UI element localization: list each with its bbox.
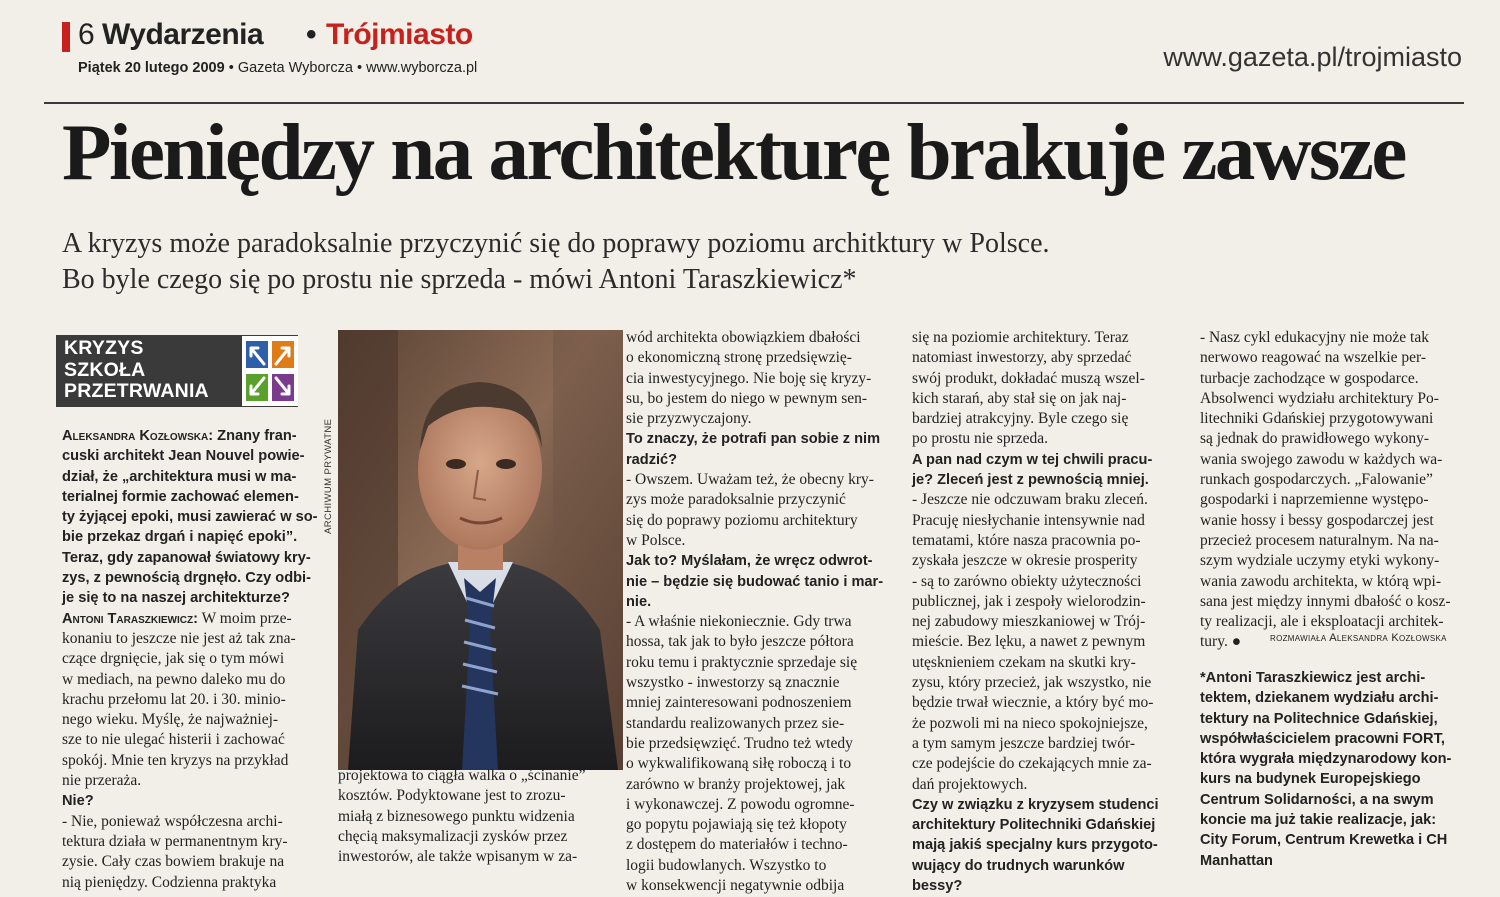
section-separator: • [306, 18, 317, 51]
answer-line: tematami, które nasza pracownia po- [912, 531, 1141, 549]
answer-line: runkach gospodarczych. „Falowanie” [1200, 471, 1433, 489]
speaker-name: Antoni Taraszkiewicz: [62, 610, 198, 627]
answer-line: - Nie, ponieważ współczesna archi- [62, 812, 283, 830]
answer-line: - Nasz cykl edukacyjny nie może tak [1200, 329, 1429, 346]
question-line: Aleksandra Kozłowska: Znany fran- [62, 428, 297, 444]
answer-line: się do poprawy poziomu architektury [626, 511, 858, 529]
badge-line: KRYZYS [64, 337, 144, 359]
bio-line: tektury na Politechnice Gdańskiej, [1200, 710, 1438, 727]
issue-date: Piątek 20 lutego 2009 [78, 60, 225, 76]
answer-line: zysu, który przecież, jak wszystko, nie [912, 674, 1152, 692]
question-line: mają jakiś specjalny kurs przygoto- [912, 837, 1158, 854]
answer-line: się na poziomie architektury. Teraz [912, 329, 1129, 346]
answer-line: konaniu to jeszcze nie jest aż tak zna- [62, 629, 296, 647]
answer-line: inwestorów, ale także wpisanym w za- [338, 848, 578, 866]
photo-credit: ARCHIWUM PRYWATNE [323, 418, 334, 534]
bio-line: City Forum, Centrum Krewetka i CH [1200, 832, 1448, 849]
question-line: Jak to? Myślałam, że wręcz odwrot- [626, 553, 873, 570]
answer-line: nie przeraża. [62, 772, 142, 790]
question-line: ty żyjącej epoki, musi zawierać w so- [62, 509, 318, 526]
question-line: To znaczy, że potrafi pan sobie z nim [626, 431, 881, 448]
lead-line: A kryzys może paradoksalnie przyczynić się do poprawy poziomu architktury w Polsce. [62, 228, 1050, 259]
author-bio [1200, 668, 1451, 871]
portrait-photo [338, 330, 623, 770]
header-rule [44, 102, 1464, 104]
answer-line: zarówno w branży projektowej, jak [626, 775, 846, 793]
question-line: dział, że „architektura musi w ma- [62, 468, 297, 485]
answer-line: projektowa to ciągła walka o „ścinanie” [338, 767, 586, 784]
question-line: wujący do trudnych warunków [912, 857, 1125, 874]
answer-line: logii budowlanych. Wszystko to [626, 856, 827, 874]
answer-line: nego wieku. Myślę, że najważniej- [62, 711, 279, 729]
article-column-3 [626, 328, 894, 896]
section-color-bar [62, 22, 70, 52]
question-line: architektury Politechniki Gdańskiej [912, 817, 1156, 834]
answer-line: sana jest między innymi dbałość o kosz- [1200, 592, 1451, 610]
page-number: 6 [78, 18, 95, 51]
answer-line: nej zabudowy mieszkaniowej w Trój- [912, 613, 1146, 631]
city-section: Trójmiasto [326, 18, 473, 51]
answer-line: roku temu i praktycznie sprzedaje się [626, 653, 858, 671]
answer-line: wania swojego zawodu w każdych wa- [1200, 450, 1443, 468]
answer-line: o ekonomiczną stronę przedsięwzię- [626, 349, 852, 367]
answer-line: zysie. Cały czas bowiem brakuje na [62, 853, 285, 871]
answer-line: że pozwoli mi na nieco spokojniejsze, [912, 714, 1148, 732]
badge-line: SZKOŁA [64, 358, 146, 381]
question-line: terialnej formie zachować elemen- [62, 488, 299, 505]
answer-line: su, bo jestem do niego w pewnym sen- [626, 389, 868, 407]
question-line: bessy? [912, 878, 963, 895]
answer-line: wszystko - inwestorzy są znacznie [626, 674, 840, 692]
bio-line: współwłaścicielem pracowni FORT, [1200, 730, 1445, 747]
answer-line: po prostu nie sprzeda. [912, 430, 1049, 448]
answer-line: gospodarki i naprzemienne występo- [1200, 491, 1429, 509]
site-url: www.gazeta.pl/trojmiasto [1163, 42, 1462, 72]
answer-line: go popytu pojawiają się też kłopoty [626, 816, 847, 834]
badge-line: PRZETRWANIA [64, 380, 209, 402]
answer-line: w mediach, na pewno daleko mu do [62, 670, 286, 688]
bio-line: Manhattan [1200, 852, 1273, 869]
dateline: Piątek 20 lutego 2009 • Gazeta Wyborcza • www.wyborcza.pl [78, 60, 478, 76]
answer-line: wanie hossy i bessy gospodarczej jest [1200, 511, 1434, 529]
question-line: nie. [626, 593, 652, 610]
answer-line: tektura działa w permanentnym kry- [62, 832, 288, 850]
headline: Pieniędzy na architekturę brakuje zawsze [62, 107, 1405, 197]
bio-line: Centrum Solidarności, a na swym [1200, 791, 1434, 808]
bio-line: *Antoni Taraszkiewicz jest archi- [1200, 670, 1426, 686]
answer-line: z dostępem do materiałów i techno- [626, 836, 848, 854]
answer-line: szym wydziale uczymy etyki wykony- [1200, 552, 1440, 570]
question-line: A pan nad czym w tej chwili pracu- [912, 451, 1153, 468]
answer-line: są jednak do prawidłowego wykony- [1200, 430, 1430, 448]
answer-line: bie przedsięwzięć. Trudno też wtedy [626, 734, 853, 752]
answer-line: utęsknieniem czekam na skutki kry- [912, 653, 1136, 671]
article-column-1 [62, 426, 317, 893]
question-line: radzić? [626, 451, 678, 468]
question-line: zys, z pewnością drgnęło. Czy odbi- [62, 570, 311, 587]
answer-line: Antoni Taraszkiewicz: W moim prze- [62, 609, 292, 627]
answer-line: zys może paradoksalnie przyczynić [626, 491, 846, 509]
answer-line: swój produkt, dokładać muszą wszel- [912, 369, 1145, 387]
series-badge-text [64, 338, 209, 403]
answer-line: sze to nie ulegać histerii i zachować [62, 731, 285, 749]
answer-line: zyskała jeszcze w okresie prosperity [912, 552, 1138, 570]
interview-byline: rozmawiała Aleksandra Kozłowska [1270, 632, 1447, 644]
answer-line: wód architekta obowiązkiem dbałości [626, 329, 861, 346]
answer-line: w Polsce. [626, 531, 686, 549]
answer-line: cia inwestycyjnego. Nie boję się kryzy- [626, 369, 872, 387]
question-line: je? Zleceń jest z pewnością mniej. [912, 472, 1149, 489]
article-column-4 [912, 328, 1182, 896]
answer-line: Absolwenci wydziału architektury Po- [1200, 389, 1439, 407]
answer-line: sie przyzwyczajony. [626, 410, 752, 428]
article-column-5 [1200, 328, 1472, 653]
lead-paragraph [62, 226, 1492, 298]
question-line: cuski architekt Jean Nouvel powie- [62, 448, 305, 465]
article-column-2 [338, 766, 623, 867]
question-line: Teraz, gdy zapanował światowy kry- [62, 549, 311, 566]
answer-line: ty realizacji, ale i eksploatacji architek- [1200, 613, 1444, 631]
question-line: je się to na naszej architekturze? [62, 590, 290, 607]
answer-line: wania zawodu architekta, w którą wpi- [1200, 572, 1442, 590]
answer-line: będzie trwał wiecznie, a który być mo- [912, 694, 1154, 712]
answer-line: hossa, tak jak to było jeszcze półtora [626, 633, 854, 651]
answer-line: standardu realizowanych przez sie- [626, 714, 845, 732]
answer-line: o wykwalifikowaną siłę roboczą i to [626, 755, 852, 773]
question-line: bie przekaz drgań i napięć epoki”. [62, 529, 298, 546]
answer-line: w konsekwencji negatywnie odbija [626, 877, 845, 895]
answer-line: publicznej, jak i zespoły wielorodzin- [912, 592, 1146, 610]
bio-line: tektem, dziekanem wydziału archi- [1200, 690, 1439, 707]
answer-line: kosztów. Podyktowane jest to zrozu- [338, 787, 566, 805]
bio-line: kurs na budynek Europejskiego [1200, 771, 1421, 788]
answer-line: krachu przełomu lat 20. i 30. minio- [62, 690, 286, 708]
speaker-name: Aleksandra Kozłowska: [62, 428, 214, 444]
section-name: Wydarzenia [102, 18, 264, 51]
answer-line: natomiast inwestorzy, aby sprzedać [912, 349, 1132, 367]
lead-line: Bo byle czego się po prostu nie sprzeda - mówi Antoni Taraszkiewicz* [62, 264, 857, 295]
answer-line: przecież procesem naturalnym. Na na- [1200, 531, 1439, 549]
question-line: Nie? [62, 793, 94, 810]
answer-line: chęcią maksymalizacji zysków przez [338, 827, 568, 845]
question-line: Czy w związku z kryzysem studenci [912, 796, 1159, 813]
answer-line: turbacje zachodzące w gospodarce. [1200, 369, 1419, 387]
arrows-logo-icon [242, 336, 298, 406]
answer-line: cze podejście do czekających mnie za- [912, 755, 1152, 773]
answer-line: nią pieniędzy. Codzienna praktyka [62, 873, 277, 891]
paper-name: Gazeta Wyborcza [237, 60, 353, 76]
answer-line: czące drgnięcie, jak się o tym mówi [62, 650, 285, 668]
answer-line: kich starań, aby stał się on jak naj- [912, 389, 1127, 407]
bio-line: która wygrała międzynarodowy kon- [1200, 751, 1452, 768]
answer-line: mniej zainteresowani podnoszeniem [626, 694, 852, 712]
answer-line: - Jeszcze nie odczuwam braku zleceń. [912, 491, 1148, 509]
answer-line: miałą z biznesowego punktu widzenia [338, 807, 575, 825]
answer-line: litechniki Gdańskiej przygotowywani [1200, 410, 1434, 428]
answer-line: bardziej atrakcyjny. Byle czego się [912, 410, 1129, 428]
answer-line: Pracuję niesłychanie intensywnie nad [912, 511, 1145, 529]
answer-line: - A właśnie niekoniecznie. Gdy trwa [626, 613, 852, 631]
answer-line: tury. ● [1200, 633, 1242, 651]
answer-line: a tym samym jeszcze bardziej twór- [912, 734, 1136, 752]
answer-line: - są to zarówno obiekty użyteczności [912, 572, 1142, 590]
answer-line: dań projektowych. [912, 775, 1028, 793]
answer-line: spokój. Mnie ten kryzys na przykład [62, 751, 289, 769]
bio-line: koncie ma już takie realizacje, jak: [1200, 812, 1437, 829]
question-line: nie – będzie się budować tanio i mar- [626, 573, 884, 590]
answer-line: - Owszem. Uważam też, że obecny kry- [626, 471, 874, 489]
paper-site: www.wyborcza.pl [366, 60, 478, 76]
answer-line: mieście. Bez lęku, a nawet z pewnym [912, 633, 1146, 651]
answer-line: nerwowo reagować na wszelkie per- [1200, 349, 1427, 367]
answer-line: i wykonawczej. Z powodu ogromne- [626, 795, 855, 813]
